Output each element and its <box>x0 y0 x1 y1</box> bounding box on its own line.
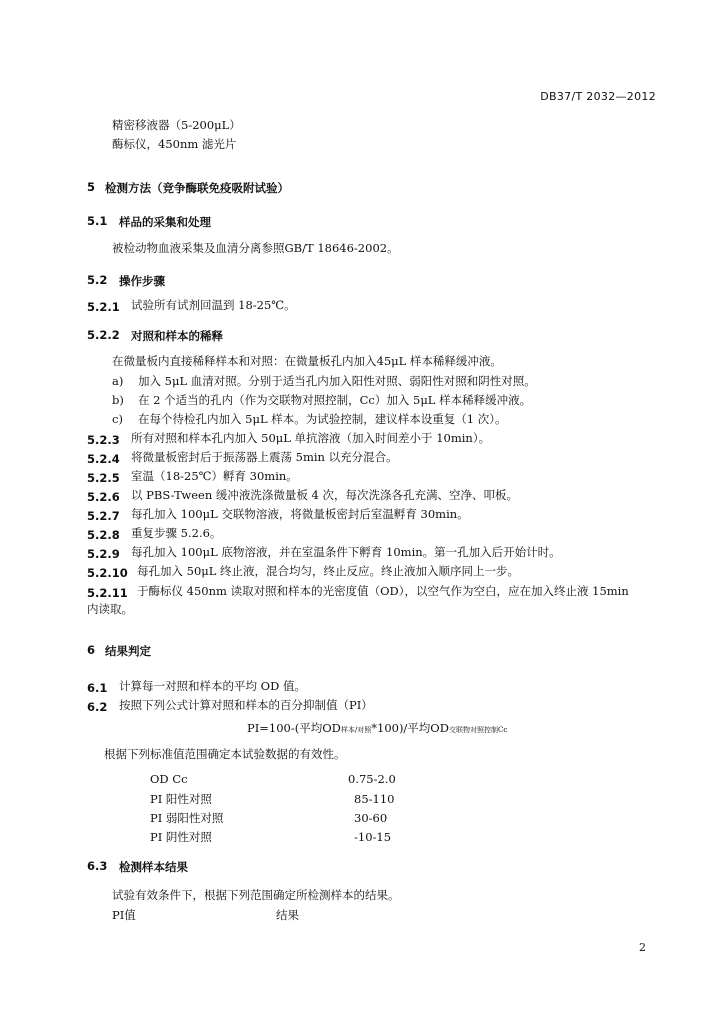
validity-intro: 根据下列标准值范围确定本试验数据的有效性。 <box>104 747 346 761</box>
page-number: 2 <box>639 941 646 954</box>
dilution-item-c-label: c) <box>112 412 123 426</box>
section-5-title: 检测方法（竞争酶联免疫吸附试验） <box>105 181 289 195</box>
step-text: 每孔加入 50μL 终止液，混合均匀，终止反应。终止液加入顺序同上一步。 <box>137 564 520 578</box>
validity-range: 85-110 <box>354 792 395 806</box>
step-text: 每孔加入 100μL 交联物溶液，将微量板密封后室温孵育 30min。 <box>131 507 469 521</box>
step-number: 5.2.8 <box>87 528 120 542</box>
step-number: 5.2.11 <box>87 586 128 600</box>
section-6-title: 结果判定 <box>105 644 151 658</box>
section-6-3-title: 检测样本结果 <box>119 860 188 874</box>
validity-range: 30-60 <box>354 811 388 825</box>
equipment-reader: 酶标仪，450nm 滤光片 <box>112 137 237 151</box>
step-number: 5.2.9 <box>87 547 120 561</box>
step-number: 5.2.4 <box>87 452 120 466</box>
step-text: 将微量板密封后于振荡器上震荡 5min 以充分混合。 <box>131 450 398 464</box>
section-5-2-2-number: 5.2.2 <box>87 328 120 342</box>
section-6-2-text: 按照下列公式计算对照和样本的百分抑制值（PI） <box>119 698 373 712</box>
step-number: 5.2.6 <box>87 490 120 504</box>
step-text: 所有对照和样本孔内加入 50μL 单抗溶液（加入时间差小于 10min）。 <box>131 431 491 445</box>
step-number: 5.2.3 <box>87 433 120 447</box>
step-number: 5.2.5 <box>87 471 120 485</box>
step-5-2-11-continuation: 内读取。 <box>87 602 133 616</box>
standard-number: DB37/T 2032—2012 <box>540 90 656 103</box>
step-number: 5.2.7 <box>87 509 120 523</box>
dilution-item-b-text: 在 2 个适当的孔内（作为交联物对照控制，Cc）加入 5μL 样本稀释缓冲液。 <box>138 393 532 407</box>
step-text: 重复步骤 5.2.6。 <box>131 526 222 540</box>
section-5-1-title: 样品的采集和处理 <box>119 215 211 229</box>
formula-part-1: PI=100-(平均OD <box>247 721 341 735</box>
dilution-item-b-label: b) <box>112 393 124 407</box>
step-text: 每孔加入 100μL 底物溶液，并在室温条件下孵育 10min。第一孔加入后开始计时。 <box>131 545 561 559</box>
validity-name: PI 阳性对照 <box>150 792 212 806</box>
section-5-2-2-title: 对照和样本的稀释 <box>131 329 223 343</box>
result-intro: 试验有效条件下，根据下列范围确定所检测样本的结果。 <box>112 888 400 902</box>
section-5-2-1-number: 5.2.1 <box>87 300 120 314</box>
section-5-2-number: 5.2 <box>87 273 108 287</box>
section-6-2-number: 6.2 <box>87 700 108 714</box>
section-5-1-body: 被检动物血液采集及血清分离参照GB/T 18646-2002。 <box>112 241 399 255</box>
result-header-result: 结果 <box>276 908 299 922</box>
result-header-pi: PI值 <box>112 908 136 922</box>
validity-range: -10-15 <box>354 830 392 844</box>
validity-name: OD Cc <box>150 772 188 786</box>
section-6-3-number: 6.3 <box>87 859 108 873</box>
section-5-2-1-text: 试验所有试剂回温到 18-25℃。 <box>131 298 296 312</box>
equipment-pipette: 精密移液器（5-200μL） <box>112 118 241 132</box>
step-text: 于酶标仪 450nm 读取对照和样本的光密度值（OD），以空气作为空白，应在加入终止液 15min <box>137 584 629 598</box>
section-5-1-number: 5.1 <box>87 214 108 228</box>
validity-name: PI 弱阳性对照 <box>150 811 224 825</box>
section-6-1-text: 计算每一对照和样本的平均 OD 值。 <box>119 679 306 693</box>
validity-name: PI 阴性对照 <box>150 830 212 844</box>
dilution-item-a-label: a) <box>112 374 124 388</box>
step-text: 以 PBS-Tween 缓冲液洗涤微量板 4 次，每次洗涤各孔充满、空净、叩板。 <box>131 488 519 502</box>
formula-subscript-2: 交联物对照控制Cc <box>448 726 508 734</box>
validity-range: 0.75-2.0 <box>348 772 396 786</box>
step-number: 5.2.10 <box>87 566 128 580</box>
step-text: 室温（18-25℃）孵育 30min。 <box>131 469 298 483</box>
formula-part-2: *100)/平均OD <box>371 721 449 735</box>
dilution-item-c-text: 在每个待检孔内加入 5μL 样本。为试验控制，建议样本设重复（1 次）。 <box>138 412 507 426</box>
section-6-number: 6 <box>87 643 96 657</box>
section-5-number: 5 <box>87 180 96 194</box>
dilution-intro: 在微量板内直接稀释样本和对照：在微量板孔内加入45μL 样本稀释缓冲液。 <box>112 354 502 368</box>
formula-subscript-1: 样本/对照 <box>340 726 372 734</box>
section-6-1-number: 6.1 <box>87 681 108 695</box>
pi-formula <box>247 723 507 735</box>
section-5-2-title: 操作步骤 <box>119 274 165 288</box>
dilution-item-a-text: 加入 5μL 血清对照。分别于适当孔内加入阳性对照、弱阳性对照和阴性对照。 <box>138 374 536 388</box>
